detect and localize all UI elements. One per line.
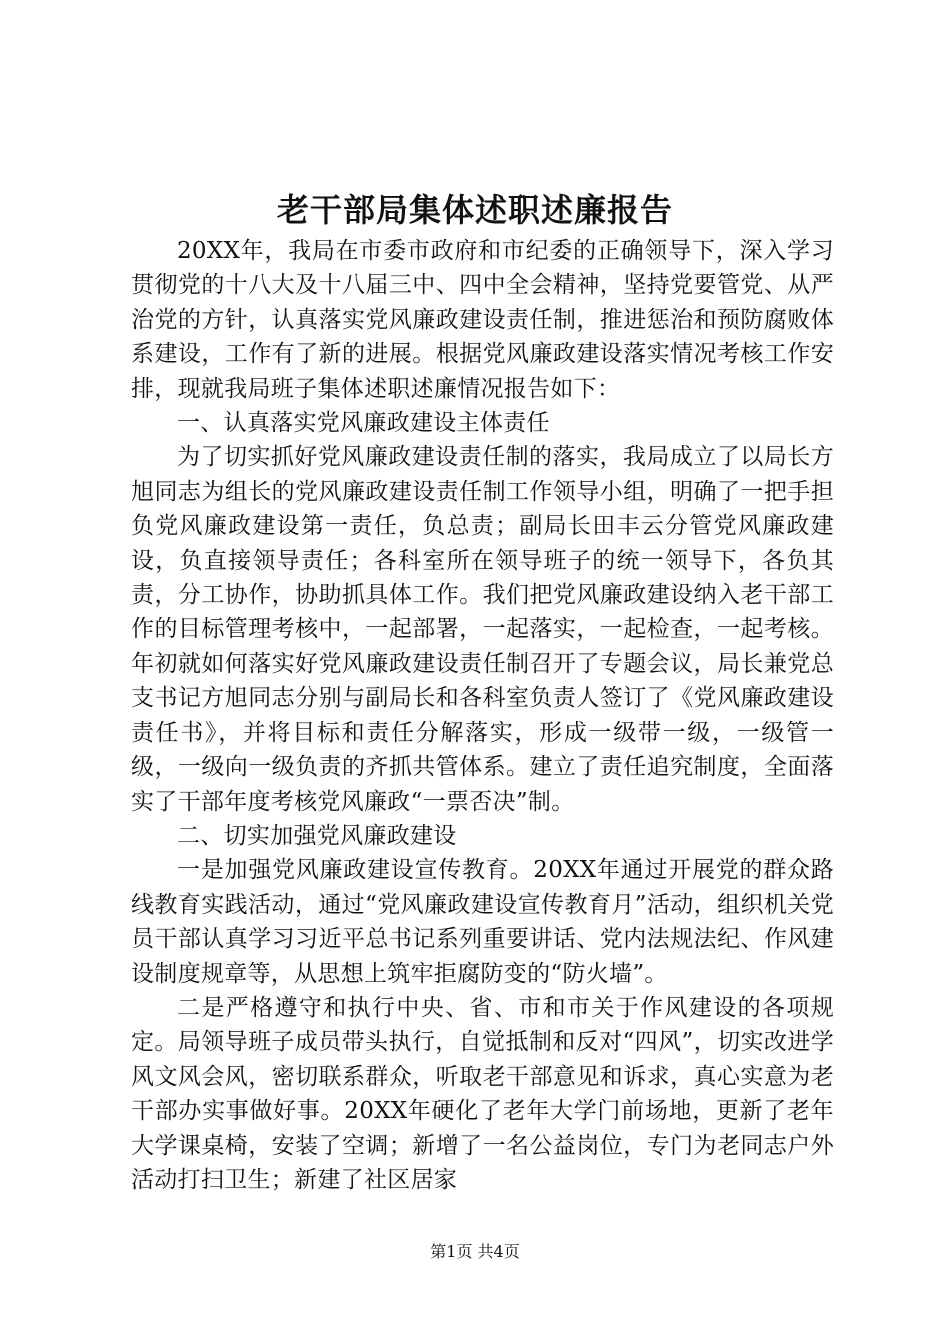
- document-body: [131, 234, 834, 1197]
- body-paragraph: 20XX年，我局在市委市政府和市纪委的正确领导下，深入学习贯彻党的十八大及十八届三中、四中全会精神，坚持党要管党、从严治党的方针，认真落实党风廉政建设责任制，推进惩治和预防腐败体系建设，工作有了新的进展。根据党风廉政建设落实情况考核工作安排，现就我局班子集体述职述廉情况报告如下：: [131, 238, 834, 402]
- document-title: 老干部局集体述职述廉报告: [276, 191, 673, 229]
- body-paragraph: 一是加强党风廉政建设宣传教育。20XX年通过开展党的群众路线教育实践活动，通过“党风廉政建设宣传教育月”活动，组织机关党员干部认真学习习近平总书记系列重要讲话、党内法规法纪、作风建设制度规章等，从思想上筑牢拒腐防变的“防火墙”。: [131, 857, 834, 987]
- section-heading: 二、切实加强党风廉政建设: [177, 822, 457, 849]
- section-heading: 一、认真落实党风廉政建设主体责任: [177, 410, 550, 437]
- page-number-footer: 第1页 共4页: [430, 1242, 520, 1261]
- body-paragraph: 为了切实抓好党风廉政建设责任制的落实，我局成立了以局长方旭同志为组长的党风廉政建设责任制工作领导小组，明确了一把手担负党风廉政建设第一责任，负总责；副局长田丰云分管党风廉政建设，负直接领导责任；各科室所在领导班子的统一领导下，各负其责，分工协作，协助抓具体工作。我们把党风廉政建设纳入老干部工作的目标管理考核中，一起部署，一起落实，一起检查，一起考核。年初就如何落实好党风廉政建设责任制召开了专题会议，局长兼党总支书记方旭同志分别与副局长和各科室负责人签订了《党风廉政建设责任书》，并将目标和责任分解落实，形成一级带一级，一级管一级，一级向一级负责的齐抓共管体系。建立了责任追究制度，全面落实了干部年度考核党风廉政“一票否决”制。: [131, 444, 834, 815]
- body-paragraph: 二是严格遵守和执行中央、省、市和市关于作风建设的各项规定。局领导班子成员带头执行，自觉抵制和反对“四风”，切实改进学风文风会风，密切联系群众，听取老干部意见和诉求，真心实意为老干部办实事做好事。20XX年硬化了老年大学门前场地，更新了老年大学课桌椅，安装了空调；新增了一名公益岗位，专门为老同志户外活动打扫卫生；新建了社区居家: [131, 994, 834, 1193]
